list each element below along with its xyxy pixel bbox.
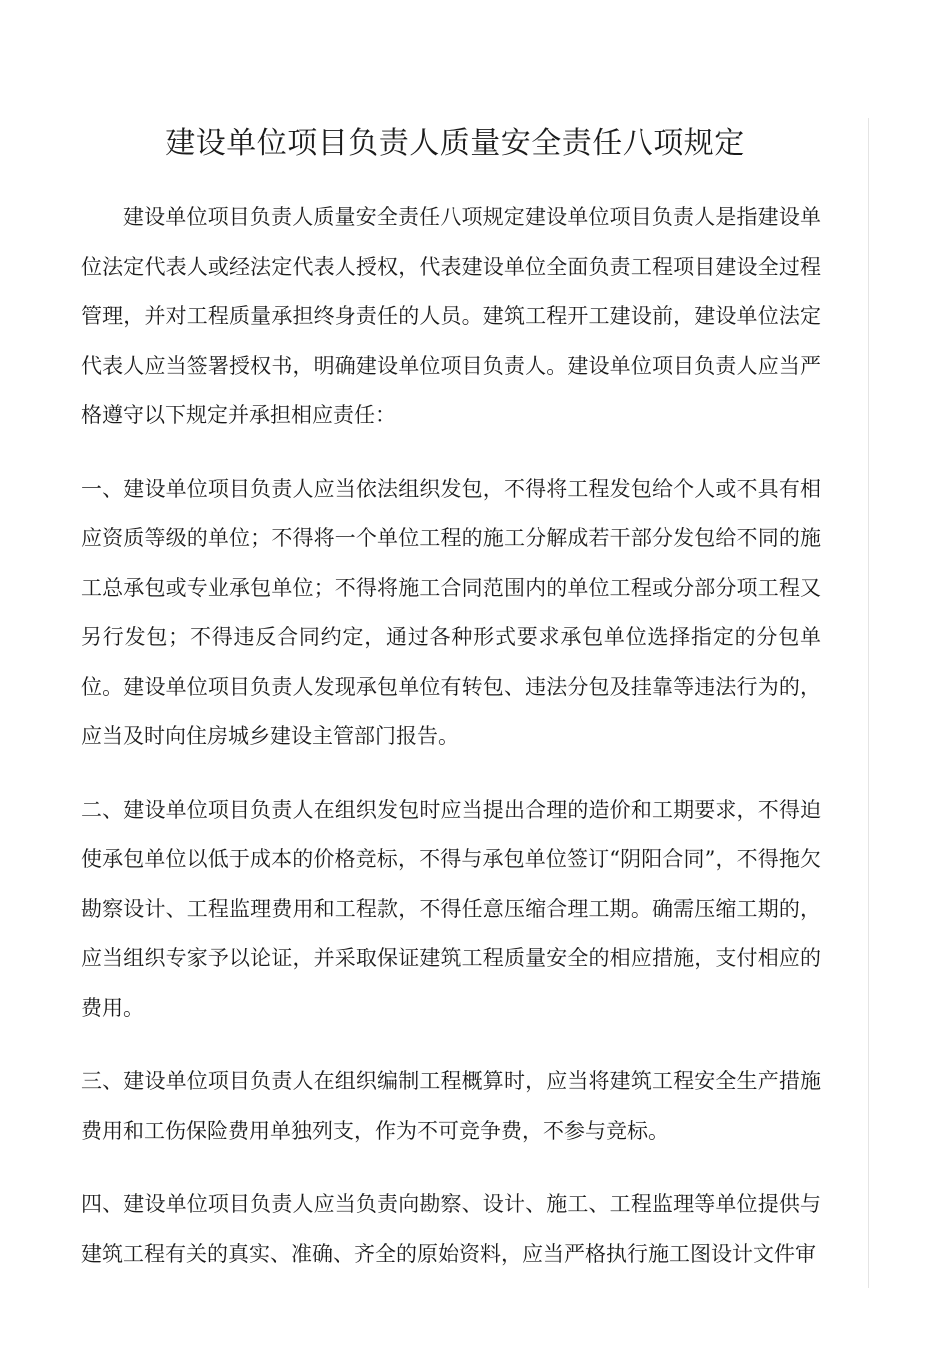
- rule-item-1: 一、建设单位项目负责人应当依法组织发包，不得将工程发包给个人或不具有相应资质等级的单位；不得将一个单位工程的施工分解成若干部分发包给不同的施工总承包或专业承包单位；不得将施工合同范围内的单位工程或分部分项工程又另行发包；不得违反合同约定，通过各种形式要求承包单位选择指定的分包单位。建设单位项目负责人发现承包单位有转包、违法分包及挂靠等违法行为的，应当及时向住房城乡建设主管部门报告。: [81, 476, 821, 748]
- rule-item-2: 二、建设单位项目负责人在组织发包时应当提出合理的造价和工期要求，不得迫使承包单位以低于成本的价格竞标，不得与承包单位签订“阴阳合同”，不得拖欠勘察设计、工程监理费用和工程款，不得任意压缩合理工期。确需压缩工期的，应当组织专家予以论证，并采取保证建筑工程质量安全的相应措施，支付相应的费用。: [81, 797, 821, 1020]
- rule-item-3: 三、建设单位项目负责人在组织编制工程概算时，应当将建筑工程安全生产措施费用和工伤保险费用单独列支，作为不可竞争费，不参与竞标。: [81, 1069, 821, 1143]
- document-body: [81, 193, 821, 1279]
- document-title: 建设单位项目负责人质量安全责任八项规定: [165, 126, 745, 161]
- rule-item-4: 四、建设单位项目负责人应当负责向勘察、设计、施工、工程监理等单位提供与建筑工程有关的真实、准确、齐全的原始资料，应当严格执行施工图设计文件审: [81, 1192, 821, 1266]
- page-edge-rule: [868, 118, 869, 1288]
- intro-paragraph: 建设单位项目负责人质量安全责任八项规定建设单位项目负责人是指建设单位法定代表人或经法定代表人授权，代表建设单位全面负责工程项目建设全过程管理，并对工程质量承担终身责任的人员。建筑工程开工建设前，建设单位法定代表人应当签署授权书，明确建设单位项目负责人。建设单位项目负责人应当严格遵守以下规定并承担相应责任：: [81, 205, 821, 427]
